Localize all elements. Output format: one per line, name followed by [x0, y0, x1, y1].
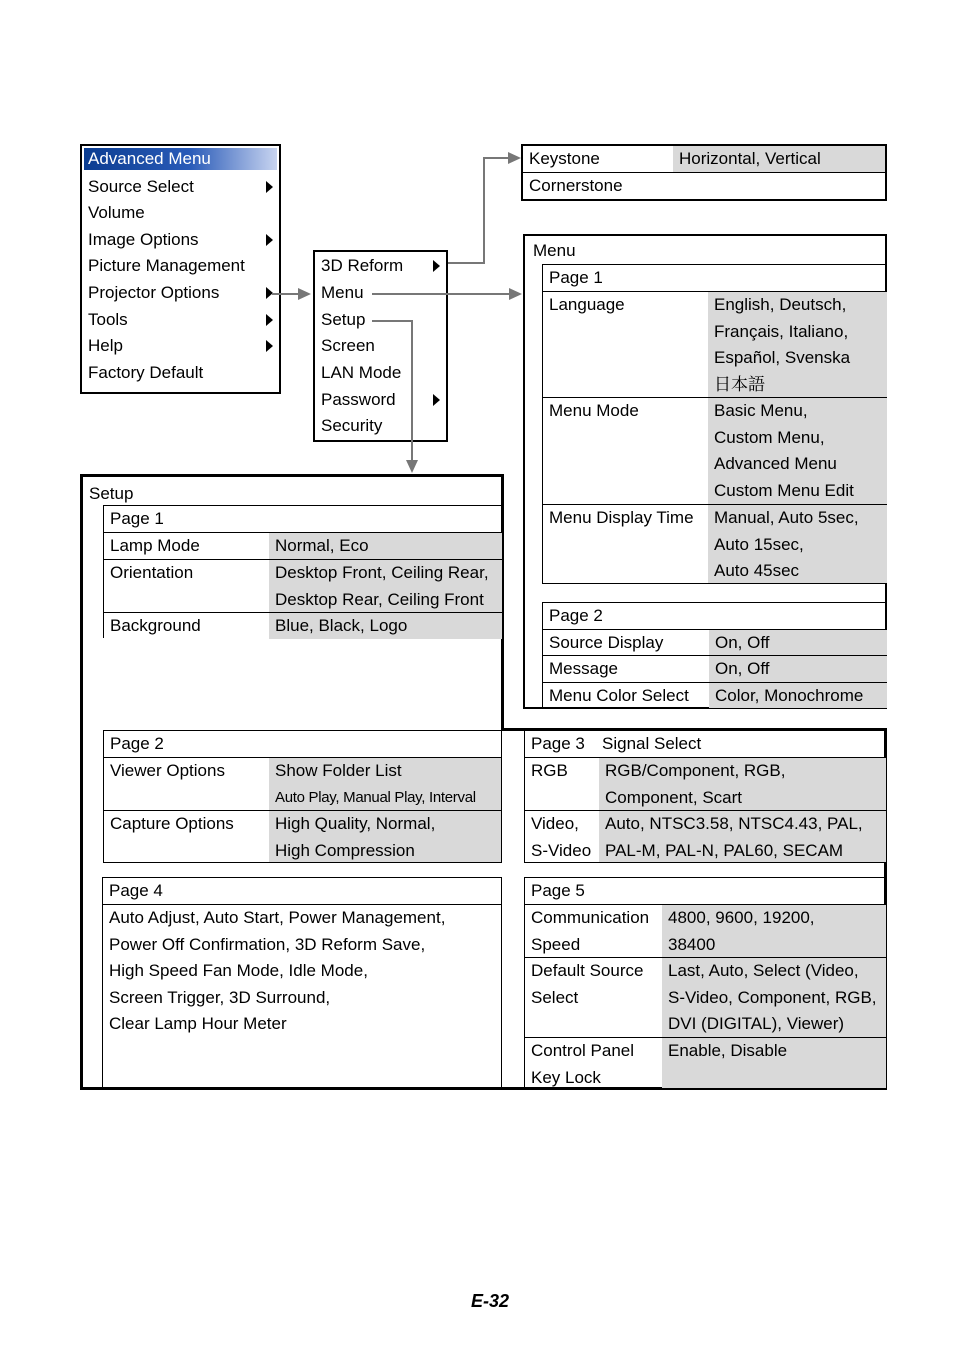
table-row	[525, 810, 886, 862]
setup-page-5	[524, 877, 886, 1089]
page-number: E-32	[470, 1291, 510, 1311]
page-label: Page 1	[549, 268, 603, 287]
advanced-menu-title: Advanced Menu	[88, 149, 211, 168]
video-label: Video, S-Video	[531, 814, 592, 860]
page-label: Page 2	[110, 734, 164, 753]
capture-options-label: Capture Options	[110, 814, 234, 833]
control-panel-key-lock-value: Enable, Disable	[662, 1038, 886, 1088]
menu-item-3d-reform[interactable]: 3D Reform	[321, 256, 404, 275]
source-display-label: Source Display	[549, 633, 664, 652]
table-row	[104, 532, 502, 559]
table-row	[523, 146, 885, 173]
table-row	[104, 757, 501, 810]
menu-item-lan-mode[interactable]: LAN Mode	[321, 363, 402, 382]
arrow-head-icon	[298, 288, 311, 300]
menu-item-menu[interactable]: Menu	[321, 283, 364, 302]
default-source-select-value: Last, Auto, Select (Video, S-Video, Component, RGB, DVI (DIGITAL), Viewer)	[662, 958, 886, 1037]
capture-options-value: High Quality, Normal, High Compression	[269, 811, 501, 862]
rgb-label: RGB	[531, 761, 568, 780]
language-label: Language	[549, 295, 625, 314]
menu-page-1	[542, 264, 887, 584]
menu-item-factory-default[interactable]: Factory Default	[88, 363, 204, 382]
viewer-options-line2: Auto Play, Manual Play, Interval	[275, 788, 476, 806]
page-4-items: Auto Adjust, Auto Start, Power Management, Power Off Confirmation, 3D Reform Save, High Speed Fan Mode, Idle Mode, Screen Trigger, 3D Surround, Clear Lamp Hour Meter	[109, 908, 446, 1033]
keystone-value: Horizontal, Vertical	[673, 146, 885, 172]
background-label: Background	[110, 616, 201, 635]
menu-panel	[523, 234, 887, 709]
orientation-label: Orientation	[110, 563, 194, 582]
table-row	[104, 810, 501, 862]
language-value: English, Deutsch, Français, Italiano, Español, Svenska 日本語	[708, 292, 887, 397]
setup-page-4	[102, 877, 502, 1089]
control-panel-key-lock-label: Control Panel Key Lock	[531, 1041, 635, 1087]
table-row	[525, 757, 886, 810]
table-row	[543, 629, 887, 655]
table-row	[543, 504, 887, 584]
video-value: Auto, NTSC3.58, NTSC4.43, PAL, PAL-M, PAL-N, PAL60, SECAM	[599, 811, 886, 862]
menu-item-help[interactable]: Help	[88, 336, 123, 355]
table-row	[104, 559, 502, 612]
connector-3d-reform	[448, 158, 510, 263]
page-label: Page 4	[109, 881, 163, 900]
menu-item-screen[interactable]: Screen	[321, 336, 375, 355]
arrow-head-icon	[406, 460, 418, 473]
table-row	[543, 397, 887, 504]
page-label: Page 1	[110, 509, 164, 528]
menu-color-select-label: Menu Color Select	[549, 686, 689, 705]
background-value: Blue, Black, Logo	[269, 613, 502, 639]
page-label: Page 3	[531, 734, 585, 753]
menu-item-picture-management[interactable]: Picture Management	[88, 256, 245, 275]
menu-item-image-options[interactable]: Image Options	[88, 230, 199, 249]
setup-frame-left	[80, 474, 83, 1090]
setup-frame-top	[80, 474, 504, 477]
table-row	[103, 904, 501, 1084]
lamp-mode-label: Lamp Mode	[110, 536, 200, 555]
page-label: Page 5	[531, 881, 585, 900]
viewer-options-line1: Show Folder List	[275, 761, 402, 780]
default-source-select-label: Default Source Select	[531, 961, 644, 1007]
setup-page-3	[524, 730, 886, 863]
keystone-label: Keystone	[529, 149, 600, 168]
menu-display-time-value: Manual, Auto 5sec, Auto 15sec, Auto 45sec	[708, 505, 887, 583]
menu-item-security[interactable]: Security	[321, 416, 383, 435]
lamp-mode-value: Normal, Eco	[269, 533, 502, 559]
arrow-head-icon	[508, 152, 521, 164]
page-label: Page 2	[549, 606, 603, 625]
menu-item-password[interactable]: Password	[321, 390, 396, 409]
communication-speed-value: 4800, 9600, 19200, 38400	[662, 905, 886, 957]
rgb-value: RGB/Component, RGB, Component, Scart	[599, 758, 886, 810]
orientation-value: Desktop Front, Ceiling Rear, Desktop Rear, Ceiling Front	[269, 560, 502, 612]
menu-color-select-value: Color, Monochrome	[709, 683, 887, 708]
signal-select-label: Signal Select	[602, 734, 702, 753]
message-label: Message	[549, 659, 618, 678]
menu-item-projector-options[interactable]: Projector Options	[88, 283, 220, 302]
arrow-head-icon	[509, 288, 522, 300]
setup-page-2	[103, 730, 502, 863]
menu-display-time-label: Menu Display Time	[549, 508, 694, 527]
cornerstone-label: Cornerstone	[529, 176, 623, 195]
menu-panel-title: Menu	[533, 241, 576, 260]
menu-mode-label: Menu Mode	[549, 401, 639, 420]
table-row	[104, 612, 502, 639]
menu-item-tools[interactable]: Tools	[88, 310, 128, 329]
table-row	[525, 1037, 886, 1088]
3d-reform-panel	[521, 144, 887, 201]
table-row	[525, 957, 886, 1037]
table-row	[543, 655, 887, 682]
communication-speed-label: Communication Speed	[531, 908, 650, 954]
table-row	[543, 291, 887, 397]
menu-item-volume[interactable]: Volume	[88, 203, 145, 222]
setup-title: Setup	[89, 484, 134, 503]
menu-page-2	[542, 602, 887, 709]
table-row	[523, 173, 885, 199]
viewer-options-label: Viewer Options	[110, 761, 225, 780]
table-row	[525, 904, 886, 957]
message-value: On, Off	[709, 656, 887, 682]
connector-setup	[372, 321, 412, 462]
menu-item-setup[interactable]: Setup	[321, 310, 366, 329]
menu-mode-value: Basic Menu, Custom Menu, Advanced Menu Custom Menu Edit	[708, 398, 887, 504]
viewer-options-value	[269, 758, 501, 810]
source-display-value: On, Off	[709, 630, 887, 655]
menu-item-source-select[interactable]: Source Select	[88, 177, 194, 196]
table-row	[543, 682, 887, 708]
setup-page-1	[103, 505, 502, 638]
